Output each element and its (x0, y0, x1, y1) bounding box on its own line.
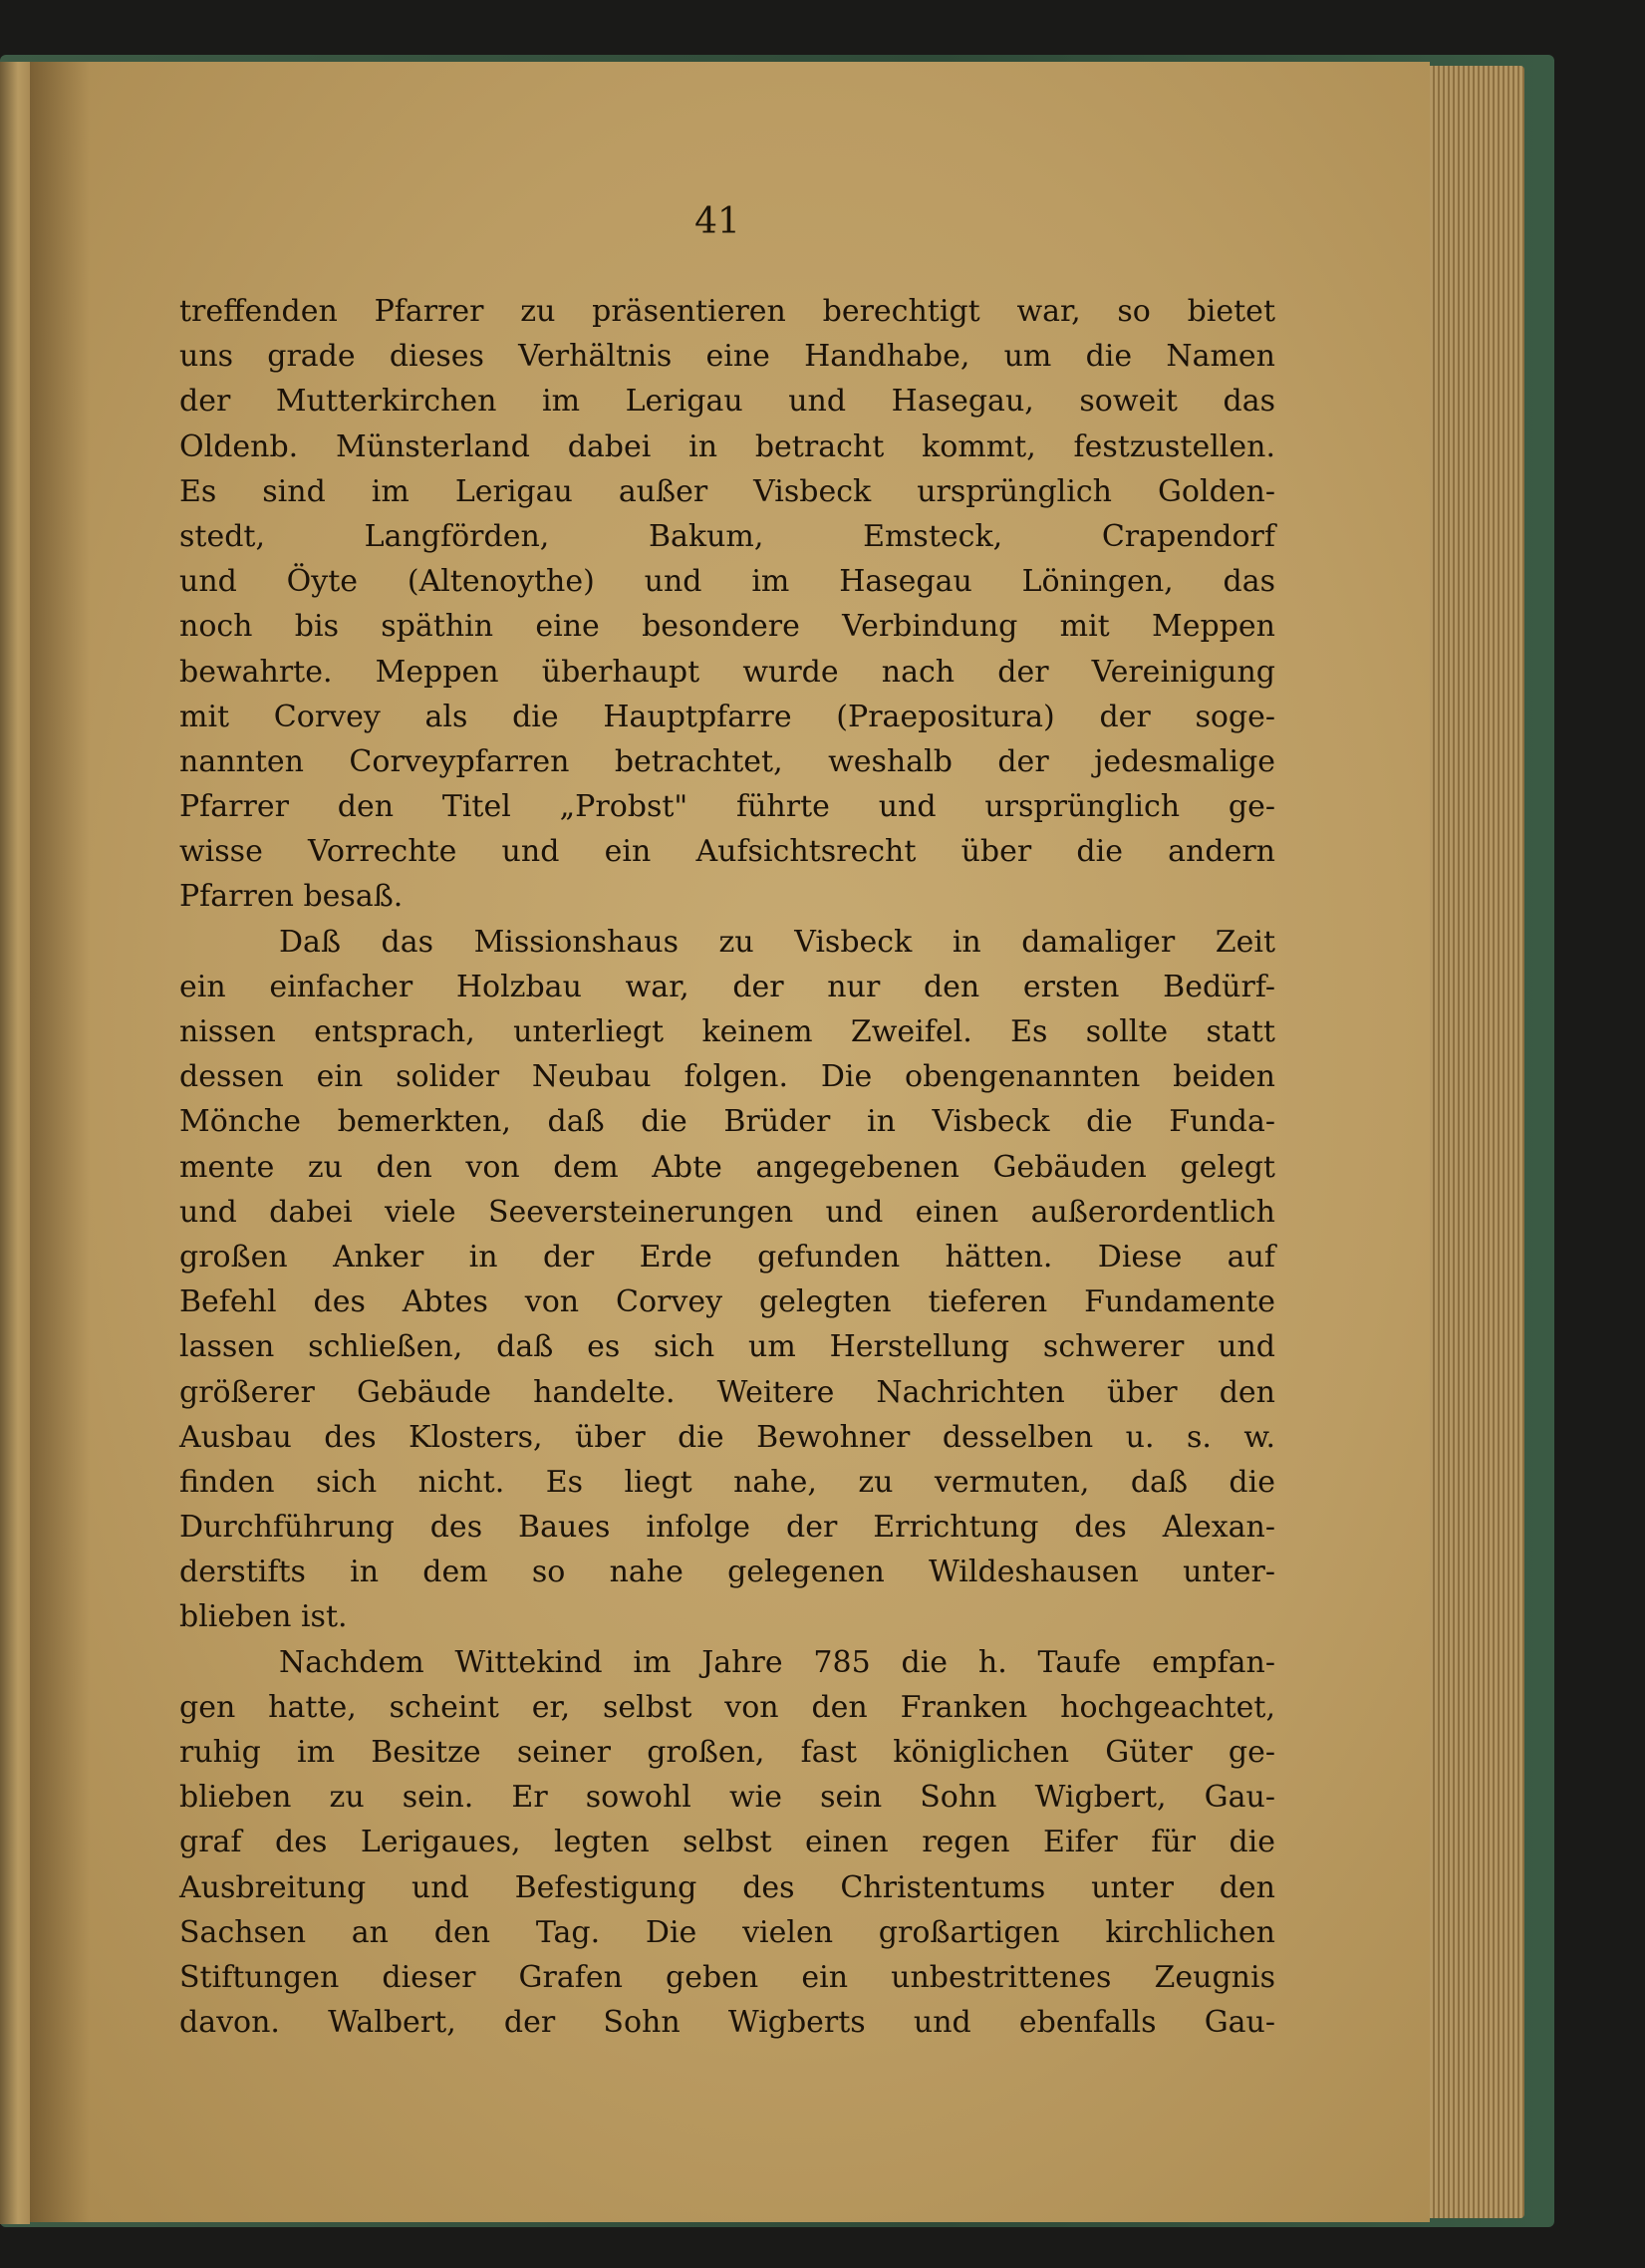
text-line: Ausbreitung und Befestigung des Christentums unter den (179, 1869, 1275, 1905)
page-text (179, 289, 1275, 2045)
text-line: mente zu den von dem Abte angegebenen Gebäuden gelegt (179, 1149, 1275, 1185)
text-line: Ausbau des Klosters, über die Bewohner desselben u. s. w. (179, 1419, 1275, 1455)
text-line: Stiftungen dieser Grafen geben ein unbestrittenes Zeugnis (179, 1959, 1275, 1995)
text-line: ein einfacher Holzbau war, der nur den ersten Bedürf- (179, 969, 1275, 1004)
text-line: bewahrte. Meppen überhaupt wurde nach der Vereinigung (179, 654, 1275, 690)
text-line: uns grade dieses Verhältnis eine Handhabe, um die Namen (179, 339, 1275, 375)
text-line: und Öyte (Altenoythe) und im Hasegau Löningen, das (179, 564, 1275, 600)
text-line: lassen schließen, daß es sich um Herstellung schwerer und (179, 1329, 1275, 1365)
page-number: 41 (694, 201, 740, 242)
text-line: wisse Vorrechte und ein Aufsichtsrecht über die andern (179, 834, 1275, 870)
text-line: Oldenb. Münsterland dabei in betracht kommt, festzustellen. (179, 428, 1275, 464)
text-line: Nachdem Wittekind im Jahre 785 die h. Taufe empfan- (279, 1644, 1275, 1680)
text-line: großen Anker in der Erde gefunden hätten. Diese auf (179, 1239, 1275, 1275)
text-line: nannten Corveypfarren betrachtet, weshalb der jedesmalige (179, 743, 1275, 779)
text-line: gen hatte, scheint er, selbst von den Franken hochgeachtet, (179, 1689, 1275, 1725)
text-line: davon. Walbert, der Sohn Wigberts und ebenfalls Gau- (179, 2005, 1275, 2041)
text-line: ruhig im Besitze seiner großen, fast königlichen Güter ge- (179, 1735, 1275, 1770)
book-page (30, 62, 1430, 2222)
text-line: Befehl des Abtes von Corvey gelegten tieferen Fundamente (179, 1284, 1275, 1320)
left-page-edge (0, 62, 30, 2224)
text-line: graf des Lerigaues, legten selbst einen regen Eifer für die (179, 1825, 1275, 1860)
text-line: Mönche bemerkten, daß die Brüder in Visbeck die Funda- (179, 1104, 1275, 1140)
text-line: Pfarrer den Titel „Probst" führte und ursprünglich ge- (179, 789, 1275, 825)
text-line: finden sich nicht. Es liegt nahe, zu vermuten, daß die (179, 1464, 1275, 1500)
text-line: derstifts in dem so nahe gelegenen Wildeshausen unter- (179, 1555, 1275, 1590)
text-line: und dabei viele Seeversteinerungen und einen außerordentlich (179, 1194, 1275, 1230)
text-line: Es sind im Lerigau außer Visbeck ursprünglich Golden- (179, 473, 1275, 509)
page-stack-edge (1430, 66, 1524, 2218)
text-line: Sachsen an den Tag. Die vielen großartigen kirchlichen (179, 1914, 1275, 1950)
text-line: mit Corvey als die Hauptpfarre (Praepositura) der soge- (179, 699, 1275, 734)
text-line: Pfarren besaß. (179, 879, 404, 915)
text-line: noch bis späthin eine besondere Verbindung mit Meppen (179, 609, 1275, 645)
text-line: größerer Gebäude handelte. Weitere Nachrichten über den (179, 1374, 1275, 1410)
text-line: treffenden Pfarrer zu präsentieren berechtigt war, so bietet (179, 294, 1275, 329)
text-line: blieben ist. (179, 1599, 348, 1635)
text-line: blieben zu sein. Er sowohl wie sein Sohn Wigbert, Gau- (179, 1780, 1275, 1816)
text-line: dessen ein solider Neubau folgen. Die obengenannten beiden (179, 1059, 1275, 1095)
text-line: Durchführung des Baues infolge der Errichtung des Alexan- (179, 1510, 1275, 1546)
text-line: stedt, Langförden, Bakum, Emsteck, Crapendorf (179, 518, 1275, 554)
text-line: Daß das Missionshaus zu Visbeck in damaliger Zeit (279, 924, 1275, 960)
text-line: nissen entsprach, unterliegt keinem Zweifel. Es sollte statt (179, 1014, 1275, 1049)
text-line: der Mutterkirchen im Lerigau und Hasegau, soweit das (179, 384, 1275, 420)
gutter-shadow (30, 62, 90, 2222)
